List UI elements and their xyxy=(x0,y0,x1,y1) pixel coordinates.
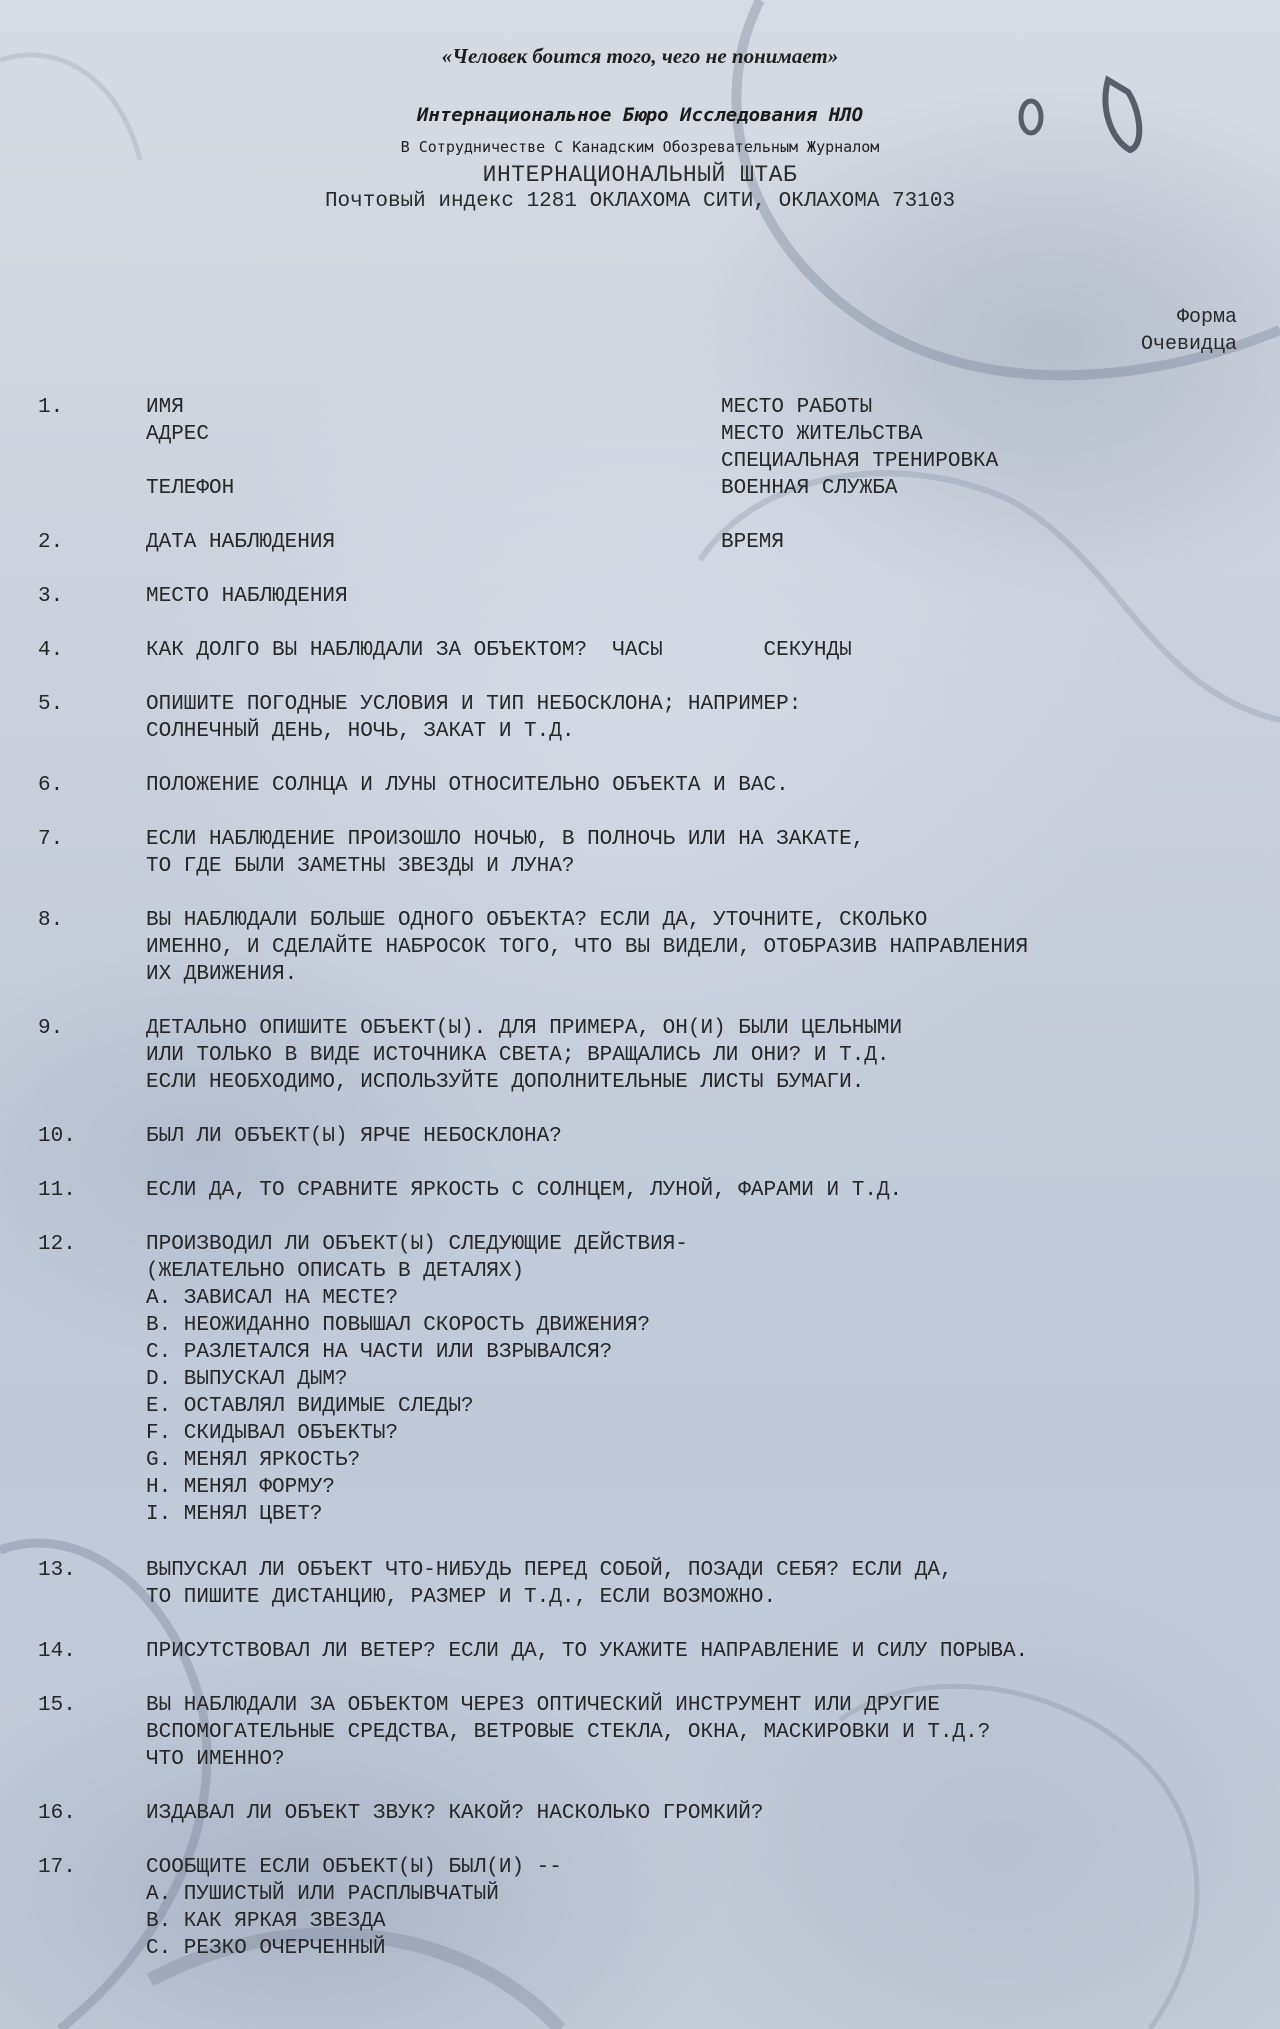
field-military-service: ВОЕННАЯ СЛУЖБА xyxy=(721,477,898,500)
field-name: ИМЯ xyxy=(146,396,184,419)
item-number-2: 2. xyxy=(38,531,64,554)
item-15-line-3: ЧТО ИМЕННО? xyxy=(146,1748,285,1771)
item-8-line-2: ИМЕННО, И СДЕЛАЙТЕ НАБРОСОК ТОГО, ЧТО ВЫ ВИДЕЛИ, ОТОБРАЗИВ НАПРАВЛЕНИЯ xyxy=(146,936,1029,959)
field-observation-time: ВРЕМЯ xyxy=(721,531,785,554)
item-number-7: 7. xyxy=(38,828,64,851)
item-number-4: 4. xyxy=(38,639,64,662)
item-15-line-1: ВЫ НАБЛЮДАЛИ ЗА ОБЪЕКТОМ ЧЕРЕЗ ОПТИЧЕСКИЙ ИНСТРУМЕНТ ИЛИ ДРУГИЕ xyxy=(146,1694,940,1717)
item-number-14: 14. xyxy=(38,1640,76,1663)
item-number-13: 13. xyxy=(38,1559,76,1582)
item-12-line-2: (ЖЕЛАТЕЛЬНО ОПИСАТЬ В ДЕТАЛЯХ) xyxy=(146,1260,525,1283)
form-label-line-2: Очевидца xyxy=(1140,333,1237,356)
item-9-line-2: ИЛИ ТОЛЬКО В ВИДЕ ИСТОЧНИКА СВЕТА; ВРАЩАЛИСЬ ЛИ ОНИ? И Т.Д. xyxy=(146,1044,890,1067)
item-12-option-h: H. МЕНЯЛ ФОРМУ? xyxy=(146,1476,336,1499)
item-number-6: 6. xyxy=(38,774,64,797)
headquarters-title: ИНТЕРНАЦИОНАЛЬНЫЙ ШТАБ xyxy=(482,162,798,188)
item-17-line-1: СООБЩИТЕ ЕСЛИ ОБЪЕКТ(Ы) БЫЛ(И) -- xyxy=(146,1856,562,1879)
item-12-option-b: B. НЕОЖИДАННО ПОВЫШАЛ СКОРОСТЬ ДВИЖЕНИЯ? xyxy=(146,1314,651,1337)
form-label xyxy=(1141,304,1237,358)
item-number-15: 15. xyxy=(38,1694,76,1717)
item-9-line-1: ДЕТАЛЬНО ОПИШИТЕ ОБЪЕКТ(Ы). ДЛЯ ПРИМЕРА, ОН(И) БЫЛИ ЦЕЛЬНЫМИ xyxy=(146,1017,903,1040)
item-16-line-1: ИЗДАВАЛ ЛИ ОБЪЕКТ ЗВУК? КАКОЙ? НАСКОЛЬКО ГРОМКИЙ? xyxy=(146,1802,764,1825)
item-11-line-1: ЕСЛИ ДА, ТО СРАВНИТЕ ЯРКОСТЬ С СОЛНЦЕМ, ЛУНОЙ, ФАРАМИ И Т.Д. xyxy=(146,1179,903,1202)
item-number-8: 8. xyxy=(38,909,64,932)
item-7-line-1: ЕСЛИ НАБЛЮДЕНИЕ ПРОИЗОШЛО НОЧЬЮ, В ПОЛНОЧЬ ИЛИ НА ЗАКАТЕ, xyxy=(146,828,865,851)
item-5-line-1: ОПИШИТЕ ПОГОДНЫЕ УСЛОВИЯ И ТИП НЕБОСКЛОНА; НАПРИМЕР: xyxy=(146,693,802,716)
item-17-option-c: C. РЕЗКО ОЧЕРЧЕННЫЙ xyxy=(146,1937,386,1960)
item-12-option-f: F. СКИДЫВАЛ ОБЪЕКТЫ? xyxy=(146,1422,399,1445)
item-number-11: 11. xyxy=(38,1179,76,1202)
item-17-option-b: B. КАК ЯРКАЯ ЗВЕЗДА xyxy=(146,1910,386,1933)
item-12-option-c: C. РАЗЛЕТАЛСЯ НА ЧАСТИ ИЛИ ВЗРЫВАЛСЯ? xyxy=(146,1341,613,1364)
field-workplace: МЕСТО РАБОТЫ xyxy=(721,396,873,419)
item-number-9: 9. xyxy=(38,1017,64,1040)
item-12-option-d: D. ВЫПУСКАЛ ДЫМ? xyxy=(146,1368,348,1391)
bureau-title: Интернациональное Бюро Исследования НЛО xyxy=(416,104,864,126)
item-13-line-2: ТО ПИШИТЕ ДИСТАНЦИЮ, РАЗМЕР И Т.Д., ЕСЛИ ВОЗМОЖНО. xyxy=(146,1586,777,1609)
item-number-1: 1. xyxy=(38,396,64,419)
item-17-option-a: A. ПУШИСТЫЙ ИЛИ РАСПЛЫВЧАТЫЙ xyxy=(146,1883,499,1906)
item-5-line-2: СОЛНЕЧНЫЙ ДЕНЬ, НОЧЬ, ЗАКАТ И Т.Д. xyxy=(146,720,575,743)
item-number-12: 12. xyxy=(38,1233,76,1256)
item-12-option-g: G. МЕНЯЛ ЯРКОСТЬ? xyxy=(146,1449,361,1472)
field-residence: МЕСТО ЖИТЕЛЬСТВА xyxy=(721,423,923,446)
field-phone: ТЕЛЕФОН xyxy=(146,477,235,500)
item-10-line-1: БЫЛ ЛИ ОБЪЕКТ(Ы) ЯРЧЕ НЕБОСКЛОНА? xyxy=(146,1125,562,1148)
item-12-line-1: ПРОИЗВОДИЛ ЛИ ОБЪЕКТ(Ы) СЛЕДУЮЩИЕ ДЕЙСТВИЯ- xyxy=(146,1233,688,1256)
item-12-option-a: A. ЗАВИСАЛ НА МЕСТЕ? xyxy=(146,1287,399,1310)
form-label-line-1: Форма xyxy=(1176,306,1237,329)
field-address: АДРЕС xyxy=(146,423,210,446)
item-9-line-3: ЕСЛИ НЕОБХОДИМО, ИСПОЛЬЗУЙТЕ ДОПОЛНИТЕЛЬНЫЕ ЛИСТЫ БУМАГИ. xyxy=(146,1071,865,1094)
item-3-line-1: МЕСТО НАБЛЮДЕНИЯ xyxy=(146,585,348,608)
item-number-5: 5. xyxy=(38,693,64,716)
item-15-line-2: ВСПОМОГАТЕЛЬНЫЕ СРЕДСТВА, ВЕТРОВЫЕ СТЕКЛА, ОКНА, МАСКИРОВКИ И Т.Д.? xyxy=(146,1721,991,1744)
cooperation-line: В Сотрудничестве С Канадским Обозревательным Журналом xyxy=(400,138,880,156)
item-number-17: 17. xyxy=(38,1856,76,1879)
field-observation-date: ДАТА НАБЛЮДЕНИЯ xyxy=(146,531,336,554)
item-number-10: 10. xyxy=(38,1125,76,1148)
item-12-option-i: I. МЕНЯЛ ЦВЕТ? xyxy=(146,1503,323,1526)
item-8-line-1: ВЫ НАБЛЮДАЛИ БОЛЬШЕ ОДНОГО ОБЪЕКТА? ЕСЛИ ДА, УТОЧНИТЕ, СКОЛЬКО xyxy=(146,909,928,932)
field-special-training: СПЕЦИАЛЬНАЯ ТРЕНИРОВКА xyxy=(721,450,999,473)
item-12-option-e: E. ОСТАВЛЯЛ ВИДИМЫЕ СЛЕДЫ? xyxy=(146,1395,474,1418)
item-4-line-1: КАК ДОЛГО ВЫ НАБЛЮДАЛИ ЗА ОБЪЕКТОМ? ЧАСЫ СЕКУНДЫ xyxy=(146,639,852,662)
item-8-line-3: ИХ ДВИЖЕНИЯ. xyxy=(146,963,298,986)
motto: «Человек боится того, чего не понимает» xyxy=(441,44,839,68)
item-number-3: 3. xyxy=(38,585,64,608)
postal-address: Почтовый индекс 1281 ОКЛАХОМА СИТИ, ОКЛАХОМА 73103 xyxy=(324,190,956,213)
item-6-line-1: ПОЛОЖЕНИЕ СОЛНЦА И ЛУНЫ ОТНОСИТЕЛЬНО ОБЪЕКТА И ВАС. xyxy=(146,774,789,797)
item-13-line-1: ВЫПУСКАЛ ЛИ ОБЪЕКТ ЧТО-НИБУДЬ ПЕРЕД СОБОЙ, ПОЗАДИ СЕБЯ? ЕСЛИ ДА, xyxy=(146,1559,953,1582)
item-14-line-1: ПРИСУТСТВОВАЛ ЛИ ВЕТЕР? ЕСЛИ ДА, ТО УКАЖИТЕ НАПРАВЛЕНИЕ И СИЛУ ПОРЫВА. xyxy=(146,1640,1029,1663)
item-7-line-2: ТО ГДЕ БЫЛИ ЗАМЕТНЫ ЗВЕЗДЫ И ЛУНА? xyxy=(146,855,575,878)
item-number-16: 16. xyxy=(38,1802,76,1825)
